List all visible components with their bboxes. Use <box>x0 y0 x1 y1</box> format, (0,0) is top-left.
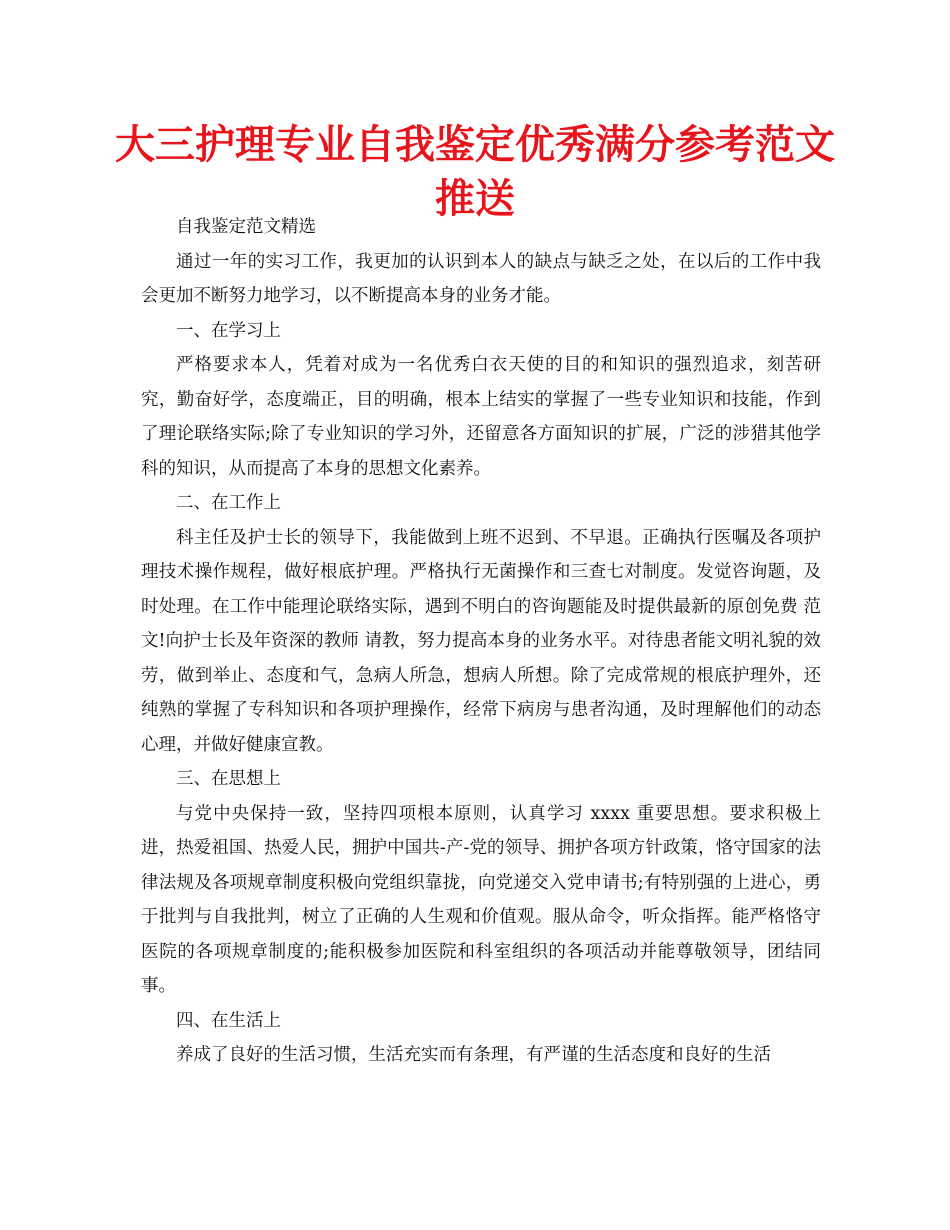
document-title: 大三护理专业自我鉴定优秀满分参考范文推送 <box>115 122 835 222</box>
section-heading-life: 四、在生活上 <box>176 1010 281 1031</box>
paragraph-study: 严格要求本人，凭着对成为一名优秀白衣天使的目的和知识的强烈追求，刻苦研究，勤奋好学，态度端正，目的明确，根本上结实的掌握了一些专业知识和技能，作到了理论联络实际;除了专业知识的学习外，还留意各方面知识的扩展，广泛的涉猎其他学科的知识，从而提高了本身的思想文化素养。 <box>141 355 821 479</box>
paragraph-intro: 通过一年的实习工作，我更加的认识到本人的缺点与缺乏之处，在以后的工作中我会更加不断努力地学习，以不断提高本身的业务才能。 <box>141 251 821 306</box>
document-body <box>141 210 821 1073</box>
paragraph-work: 科主任及护士长的领导下，我能做到上班不迟到、不早退。正确执行医嘱及各项护理技术操作规程，做好根底护理。严格执行无菌操作和三查七对制度。发觉咨询题，及时处理。在工作中能理论联络实际，遇到不明白的咨询题能及时提供最新的原创免费 范文!向护士长及年资深的教师 请教，努力提高本身的业务水平。对待患者能文明礼貌的效劳，做到举止、态度和气，急病人所急，想病人所想。除了完成常规的根底护理外，还纯熟的掌握了专科知识和各项护理操作，经常下病房与患者沟通，及时理解他们的动态心理，并做好健康宣教。 <box>141 527 821 755</box>
section-heading-thought: 三、在思想上 <box>176 769 281 789</box>
section-heading-work: 二、在工作上 <box>176 493 281 513</box>
paragraph-life: 养成了良好的生活习惯，生活充实而有条理，有严谨的生活态度和良好的生活 <box>176 1045 771 1065</box>
paragraph-subtitle: 自我鉴定范文精选 <box>176 217 316 237</box>
paragraph-thought: 与党中央保持一致，坚持四项根本原则，认真学习 xxxx 重要思想。要求积极上进，热爱祖国、热爱人民，拥护中国共-产-党的领导、拥护各项方针政策，恪守国家的法律法规及各项规章制度积极向党组织靠拢，向党递交入党申请书;有特别强的上进心，勇于批判与自我批判，树立了正确的人生观和价值观。服从命令，听众指挥。能严格恪守医院的各项规章制度的;能积极参加医院和科室组织的各项活动并能尊敬领导，团结同事。 <box>141 803 821 996</box>
section-heading-study: 一、在学习上 <box>176 320 281 341</box>
